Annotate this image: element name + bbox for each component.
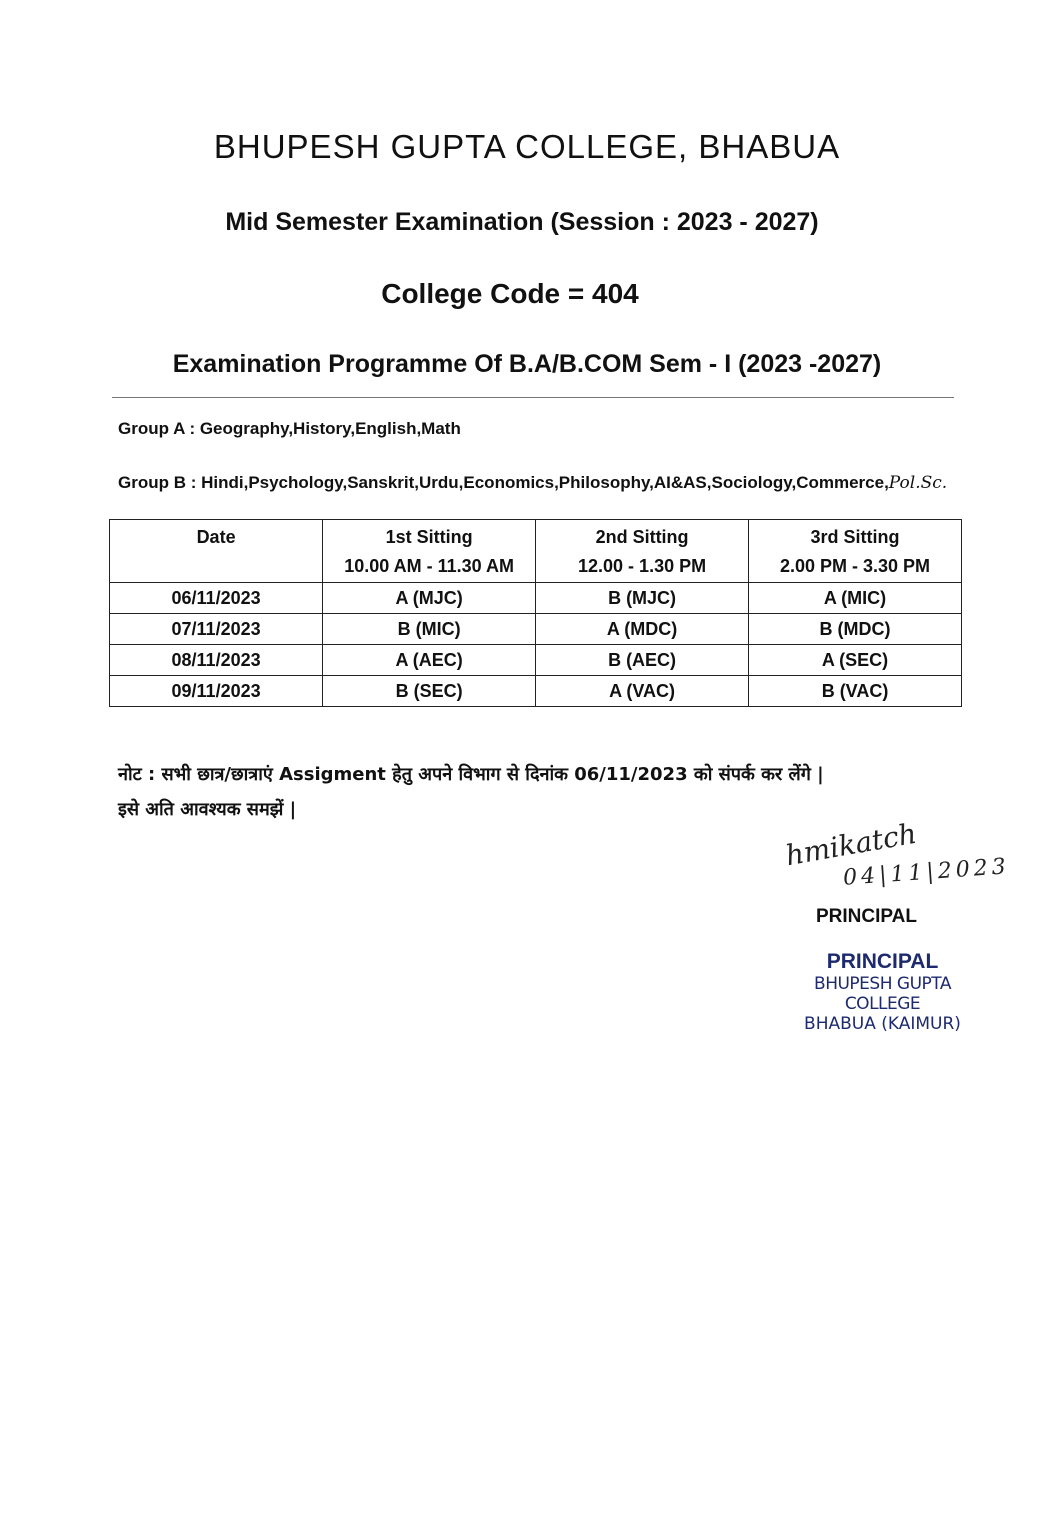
header-time: 10.00 AM - 11.30 AM (344, 556, 514, 576)
principal-stamp (780, 950, 985, 1034)
cell-sitting-2: B (AEC) (536, 645, 749, 676)
group-b-text: Group B : Hindi,Psychology,Sanskrit,Urdu,Economics,Philosophy,AI&AS,Sociology,Commerce, (118, 473, 889, 492)
cell-sitting-1: A (MJC) (323, 583, 536, 614)
cell-sitting-1: A (AEC) (323, 645, 536, 676)
header-title: 1st Sitting (385, 527, 473, 547)
exam-schedule-table (109, 519, 962, 707)
cell-sitting-2: B (MJC) (536, 583, 749, 614)
header-date (110, 520, 323, 583)
header-sitting-2 (536, 520, 749, 583)
header-sitting-1 (323, 520, 536, 583)
table-row (110, 645, 962, 676)
header-sitting-3 (749, 520, 962, 583)
college-name: BHUPESH GUPTA COLLEGE, BHABUA (213, 128, 841, 165)
stamp-location: BHABUA (KAIMUR) (804, 1014, 961, 1034)
cell-date: 08/11/2023 (110, 645, 323, 676)
cell-sitting-3: B (VAC) (749, 676, 962, 707)
principal-designation: PRINCIPAL (816, 906, 917, 927)
exam-title: Mid Semester Examination (Session : 2023 - 2027) (225, 208, 819, 236)
group-a-subjects: Group A : Geography,History,English,Math (118, 419, 461, 438)
cell-sitting-1: B (SEC) (323, 676, 536, 707)
cell-sitting-3: B (MDC) (749, 614, 962, 645)
stamp-title: PRINCIPAL (826, 950, 939, 973)
signature-date: 04|11|2023 (842, 854, 1011, 891)
header-title: 2nd Sitting (595, 527, 689, 547)
cell-date: 07/11/2023 (110, 614, 323, 645)
note-line-2: इसे अति आवश्यक समझें | (118, 799, 297, 820)
cell-date: 09/11/2023 (110, 676, 323, 707)
table-row (110, 676, 962, 707)
cell-sitting-3: A (SEC) (749, 645, 962, 676)
group-b-handwritten-addition: Pol.Sc. (888, 473, 948, 493)
cell-sitting-2: A (VAC) (536, 676, 749, 707)
header-title: Date (196, 527, 236, 547)
table-row (110, 614, 962, 645)
divider (112, 397, 954, 398)
header-time: 2.00 PM - 3.30 PM (779, 556, 931, 576)
group-b-subjects (118, 473, 947, 493)
college-code: College Code = 404 (381, 278, 639, 309)
cell-sitting-2: A (MDC) (536, 614, 749, 645)
table-header-row (110, 520, 962, 583)
cell-sitting-3: A (MIC) (749, 583, 962, 614)
header-title: 3rd Sitting (810, 527, 900, 547)
stamp-college: BHUPESH GUPTA COLLEGE (814, 974, 951, 1014)
hindi-note (118, 757, 824, 827)
header-time: 12.00 - 1.30 PM (578, 556, 707, 576)
cell-date: 06/11/2023 (110, 583, 323, 614)
cell-sitting-1: B (MIC) (323, 614, 536, 645)
programme-title: Examination Programme Of B.A/B.COM Sem - I (2023 -2027) (172, 350, 882, 378)
note-line-1: नोट : सभी छात्र/छात्राएं Assigment हेतु अपने विभाग से दिनांक 06/11/2023 को संपर्क कर लेंगे | (118, 764, 824, 785)
table-row (110, 583, 962, 614)
principal-signature: hmikatch (783, 816, 920, 873)
